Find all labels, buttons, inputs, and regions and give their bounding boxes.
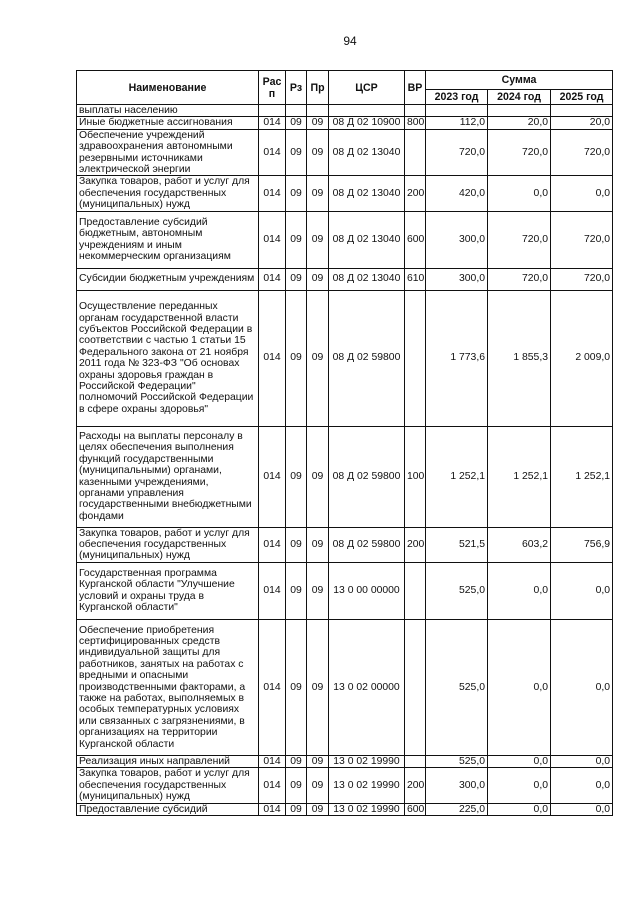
row-pr: 09 <box>307 619 329 755</box>
table-row <box>77 129 613 176</box>
table-row <box>77 527 613 562</box>
row-pr: 09 <box>307 211 329 268</box>
row-csr: 08 Д 02 13040 <box>329 129 405 176</box>
row-amount-2023: 525,0 <box>426 755 488 767</box>
row-name: Субсидии бюджетным учреждениям <box>77 268 259 290</box>
row-rasp: 014 <box>259 619 286 755</box>
row-rasp: 014 <box>259 176 286 211</box>
row-rz: 09 <box>286 803 307 815</box>
row-name: Закупка товаров, работ и услуг для обеспечения государственных (муниципальных) нужд <box>77 768 259 803</box>
row-rz: 09 <box>286 768 307 803</box>
row-csr: 08 Д 02 59800 <box>329 426 405 527</box>
row-csr: 13 0 02 00000 <box>329 619 405 755</box>
row-amount-2025: 2 009,0 <box>551 290 613 426</box>
row-name: Предоставление субсидий бюджетным, автономным учреждениям и иным некоммерческим организациям <box>77 211 259 268</box>
row-amount-2023: 225,0 <box>426 803 488 815</box>
row-amount-2025: 1 252,1 <box>551 426 613 527</box>
budget-table <box>76 70 613 816</box>
row-amount-2025: 0,0 <box>551 803 613 815</box>
table-header-row <box>77 71 613 90</box>
row-rasp: 014 <box>259 562 286 619</box>
row-vr <box>405 129 426 176</box>
row-vr <box>405 755 426 767</box>
row-rasp: 014 <box>259 755 286 767</box>
row-vr <box>405 290 426 426</box>
row-rz <box>286 105 307 117</box>
row-pr <box>307 105 329 117</box>
row-rz: 09 <box>286 290 307 426</box>
row-amount-2023: 300,0 <box>426 768 488 803</box>
row-pr: 09 <box>307 768 329 803</box>
row-pr: 09 <box>307 268 329 290</box>
header-pr: Пр <box>307 71 329 105</box>
row-rasp: 014 <box>259 211 286 268</box>
row-amount-2024 <box>488 105 551 117</box>
row-amount-2025: 0,0 <box>551 619 613 755</box>
row-csr: 13 0 02 19990 <box>329 755 405 767</box>
row-vr: 600 <box>405 211 426 268</box>
row-name: выплаты населению <box>77 105 259 117</box>
row-rasp: 014 <box>259 129 286 176</box>
row-amount-2023: 420,0 <box>426 176 488 211</box>
row-amount-2025: 720,0 <box>551 211 613 268</box>
row-amount-2023: 525,0 <box>426 619 488 755</box>
header-year-2023: 2023 год <box>426 90 488 105</box>
table-row <box>77 803 613 815</box>
row-amount-2023 <box>426 105 488 117</box>
row-name: Расходы на выплаты персоналу в целях обеспечения выполнения функций государственными (муниципальными) органами, казенными учреждениями, органами управления государственными внебюджетными фондами <box>77 426 259 527</box>
row-csr: 13 0 00 00000 <box>329 562 405 619</box>
row-rz: 09 <box>286 619 307 755</box>
row-amount-2023: 521,5 <box>426 527 488 562</box>
row-rz: 09 <box>286 562 307 619</box>
row-amount-2024: 720,0 <box>488 211 551 268</box>
row-pr: 09 <box>307 290 329 426</box>
row-rz: 09 <box>286 129 307 176</box>
row-name: Обеспечение учреждений здравоохранения автономными резервными источниками электрической энергии <box>77 129 259 176</box>
header-vr: ВР <box>405 71 426 105</box>
row-vr <box>405 105 426 117</box>
table-row <box>77 755 613 767</box>
row-csr: 08 Д 02 59800 <box>329 290 405 426</box>
row-csr: 08 Д 02 13040 <box>329 176 405 211</box>
row-amount-2025: 0,0 <box>551 562 613 619</box>
row-csr <box>329 105 405 117</box>
row-amount-2025: 0,0 <box>551 176 613 211</box>
table-row <box>77 211 613 268</box>
table-row <box>77 426 613 527</box>
page-number: 94 <box>343 34 357 48</box>
row-vr: 610 <box>405 268 426 290</box>
row-csr: 08 Д 02 13040 <box>329 211 405 268</box>
table-body <box>77 105 613 816</box>
row-vr: 600 <box>405 803 426 815</box>
row-name: Осуществление переданных органам государственной власти субъектов Российской Федерации в соответствии с частью 1 статьи 15 Федерального закона от 21 ноября 2011 года № 323-ФЗ "Об основах охраны здоровья граждан в Российской Федерации" полномочий Российской Федерации в сфере охраны здоровья" <box>77 290 259 426</box>
row-amount-2024: 0,0 <box>488 755 551 767</box>
row-pr: 09 <box>307 562 329 619</box>
row-rz: 09 <box>286 268 307 290</box>
header-year-2025: 2025 год <box>551 90 613 105</box>
row-amount-2023: 1 773,6 <box>426 290 488 426</box>
table-row <box>77 562 613 619</box>
row-amount-2023: 720,0 <box>426 129 488 176</box>
row-amount-2024: 1 855,3 <box>488 290 551 426</box>
header-year-2024: 2024 год <box>488 90 551 105</box>
row-vr: 200 <box>405 768 426 803</box>
header-csr: ЦСР <box>329 71 405 105</box>
row-amount-2024: 0,0 <box>488 619 551 755</box>
table-row <box>77 268 613 290</box>
row-rz: 09 <box>286 117 307 129</box>
row-vr: 200 <box>405 176 426 211</box>
row-amount-2025: 0,0 <box>551 755 613 767</box>
row-vr: 100 <box>405 426 426 527</box>
row-amount-2024: 603,2 <box>488 527 551 562</box>
table-row <box>77 105 613 117</box>
header-name: Наименование <box>77 71 259 105</box>
row-amount-2024: 0,0 <box>488 768 551 803</box>
row-amount-2025: 0,0 <box>551 768 613 803</box>
row-csr: 08 Д 02 59800 <box>329 527 405 562</box>
row-amount-2025: 720,0 <box>551 129 613 176</box>
row-name: Государственная программа Курганской области "Улучшение условий и охраны труда в Курганской области" <box>77 562 259 619</box>
table-row <box>77 768 613 803</box>
row-pr: 09 <box>307 426 329 527</box>
row-amount-2024: 1 252,1 <box>488 426 551 527</box>
header-rz: Рз <box>286 71 307 105</box>
row-pr: 09 <box>307 176 329 211</box>
row-rz: 09 <box>286 426 307 527</box>
row-amount-2025: 756,9 <box>551 527 613 562</box>
row-name: Закупка товаров, работ и услуг для обеспечения государственных (муниципальных) нужд <box>77 176 259 211</box>
row-rasp: 014 <box>259 803 286 815</box>
row-amount-2024: 0,0 <box>488 562 551 619</box>
row-name: Реализация иных направлений <box>77 755 259 767</box>
row-amount-2024: 720,0 <box>488 268 551 290</box>
row-rasp: 014 <box>259 527 286 562</box>
row-amount-2023: 1 252,1 <box>426 426 488 527</box>
row-name: Иные бюджетные ассигнования <box>77 117 259 129</box>
row-name: Закупка товаров, работ и услуг для обеспечения государственных (муниципальных) нужд <box>77 527 259 562</box>
row-rasp: 014 <box>259 768 286 803</box>
row-amount-2024: 20,0 <box>488 117 551 129</box>
table-row <box>77 290 613 426</box>
row-vr <box>405 562 426 619</box>
row-rz: 09 <box>286 211 307 268</box>
row-name: Предоставление субсидий <box>77 803 259 815</box>
row-name: Обеспечение приобретения сертифицированных средств индивидуальной защиты для работников, занятых на работах с вредными и опасными производственными факторами, а также на работах, выполняемых в особых температурных условиях или связанных с загрязнениями, в организациях на территории Курганской области <box>77 619 259 755</box>
row-rz: 09 <box>286 176 307 211</box>
row-rasp: 014 <box>259 426 286 527</box>
row-vr: 800 <box>405 117 426 129</box>
row-vr: 200 <box>405 527 426 562</box>
row-pr: 09 <box>307 129 329 176</box>
table-row <box>77 176 613 211</box>
row-rz: 09 <box>286 527 307 562</box>
row-amount-2023: 300,0 <box>426 268 488 290</box>
row-amount-2023: 300,0 <box>426 211 488 268</box>
row-amount-2023: 112,0 <box>426 117 488 129</box>
row-vr <box>405 619 426 755</box>
row-pr: 09 <box>307 117 329 129</box>
row-csr: 08 Д 02 10900 <box>329 117 405 129</box>
row-rasp: 014 <box>259 290 286 426</box>
row-rz: 09 <box>286 755 307 767</box>
table-row <box>77 619 613 755</box>
row-rasp <box>259 105 286 117</box>
header-sum: Сумма <box>426 71 613 90</box>
row-pr: 09 <box>307 527 329 562</box>
table-row <box>77 117 613 129</box>
row-amount-2023: 525,0 <box>426 562 488 619</box>
header-rasp: Рас п <box>259 71 286 105</box>
row-rasp: 014 <box>259 268 286 290</box>
row-csr: 13 0 02 19990 <box>329 768 405 803</box>
row-csr: 13 0 02 19990 <box>329 803 405 815</box>
row-amount-2024: 720,0 <box>488 129 551 176</box>
row-amount-2025: 720,0 <box>551 268 613 290</box>
row-rasp: 014 <box>259 117 286 129</box>
row-amount-2025 <box>551 105 613 117</box>
row-pr: 09 <box>307 755 329 767</box>
row-pr: 09 <box>307 803 329 815</box>
row-amount-2024: 0,0 <box>488 176 551 211</box>
row-amount-2024: 0,0 <box>488 803 551 815</box>
row-amount-2025: 20,0 <box>551 117 613 129</box>
row-csr: 08 Д 02 13040 <box>329 268 405 290</box>
